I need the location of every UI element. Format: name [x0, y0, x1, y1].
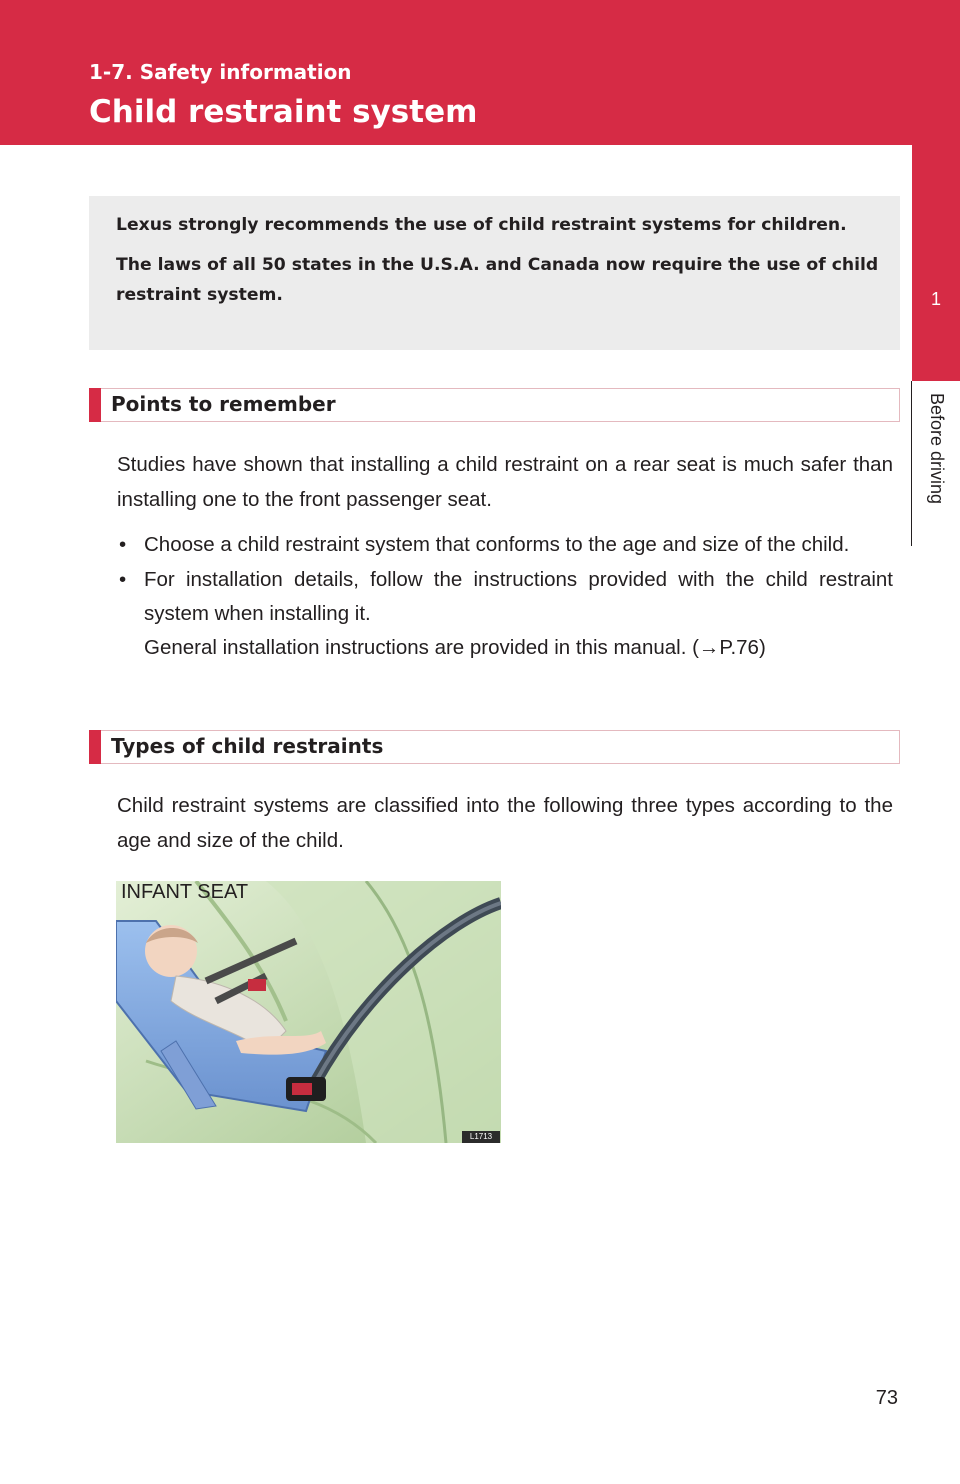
figure-caption: INFANT SEAT: [121, 881, 249, 903]
bullet-dot: •: [119, 568, 127, 591]
types-paragraph: Child restraint systems are classified into the following three types according to the age and size of the child.: [117, 794, 893, 852]
heading-accent-bar: [89, 388, 101, 422]
header-band: [0, 0, 960, 145]
section-label: 1-7. Safety information: [89, 60, 352, 84]
infant-seat-drawing: [116, 881, 501, 1143]
list-item: [117, 528, 893, 562]
section-heading-text: Types of child restraints: [111, 734, 384, 758]
list-item-text: For installation details, follow the instructions provided with the child restraint system when installing it.: [144, 568, 893, 625]
section-heading-types: [89, 730, 900, 764]
bullet-dot: •: [119, 533, 127, 556]
list-item: [117, 563, 893, 665]
infant-seat-illustration: [116, 881, 501, 1143]
points-list: [117, 528, 893, 666]
section-heading-text: Points to remember: [111, 392, 336, 416]
page-number: 73: [875, 1387, 898, 1409]
intro-line-1: Lexus strongly recommends the use of child restraint systems for children.: [116, 215, 847, 235]
section-heading-points: [89, 388, 900, 422]
chapter-tab[interactable]: [912, 145, 960, 381]
chapter-label: Before driving: [927, 393, 947, 505]
points-paragraph: Studies have shown that installing a child restraint on a rear seat is much safer than installing one to the front passenger seat.: [117, 453, 893, 511]
list-item-text: Choose a child restraint system that conforms to the age and size of the child.: [144, 533, 850, 556]
chapter-number: 1: [930, 289, 941, 309]
page-title: Child restraint system: [89, 94, 478, 130]
figure-code: L1713: [462, 1131, 500, 1143]
installation-note[interactable]: [144, 631, 893, 665]
heading-accent-bar: [89, 730, 101, 764]
intro-line-2: The laws of all 50 states in the U.S.A. and Canada now require the use of child restraint system.: [116, 255, 879, 305]
installation-note-text: General installation instructions are provided in this manual. (→P.76): [144, 636, 766, 659]
intro-box: [89, 196, 900, 350]
chapter-divider: [911, 381, 912, 546]
